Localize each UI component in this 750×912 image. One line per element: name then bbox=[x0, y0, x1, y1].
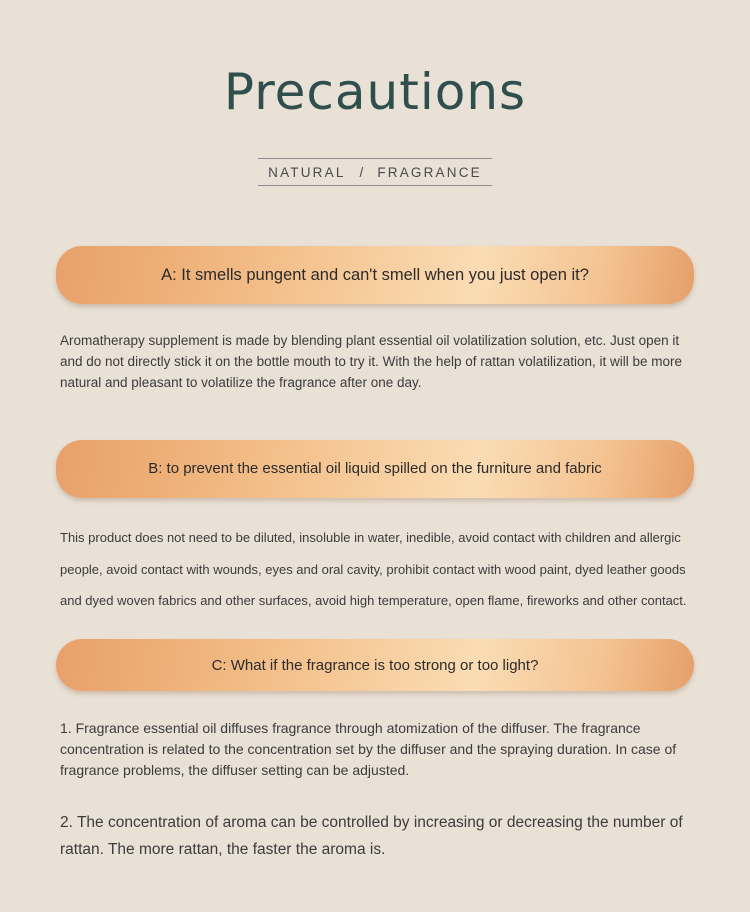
question-banner-a bbox=[56, 246, 694, 304]
answer-text-c-item-1: 1. Fragrance essential oil diffuses fragrance through atomization of the diffuser. The fragrance concentration is related to the concentration set by the diffuser and the spraying duration. In case of fragrance problems, the diffuser setting can be adjusted. bbox=[60, 720, 677, 779]
question-banner-b bbox=[56, 440, 694, 498]
subtitle-right-text: FRAGRANCE bbox=[377, 165, 482, 180]
question-banner-c bbox=[56, 639, 694, 691]
subtitle-left-text: NATURAL bbox=[268, 165, 346, 180]
question-banner-c-label: C: What if the fragrance is too strong or too light? bbox=[211, 656, 539, 674]
subtitle bbox=[258, 158, 492, 186]
page-title: Precautions bbox=[223, 63, 527, 121]
answer-text-a: Aromatherapy supplement is made by blending plant essential oil volatilization solution, etc. Just open it and do not directly stick it on the bottle mouth to try it. With the help of rattan volatilization, it will be more natural and pleasant to volatilize the fragrance after one day. bbox=[60, 333, 683, 390]
answer-text-c-item-2: 2. The concentration of aroma can be controlled by increasing or decreasing the number of rattan. The more rattan, the faster the aroma is. bbox=[60, 814, 683, 859]
question-banner-a-label: A: It smells pungent and can't smell when you just open it? bbox=[161, 265, 589, 284]
subtitle-container bbox=[0, 158, 750, 186]
subtitle-separator: / bbox=[359, 165, 364, 180]
answer-text-b: This product does not need to be diluted, insoluble in water, inedible, avoid contact with children and allergic people, avoid contact with wounds, eyes and oral cavity, prohibit contact with wood paint, dyed leather goods and dyed woven fabrics and other surfaces, avoid high temperature, open flame, fireworks and other contact. bbox=[60, 529, 687, 609]
question-banner-b-label: B: to prevent the essential oil liquid spilled on the furniture and fabric bbox=[148, 460, 602, 478]
